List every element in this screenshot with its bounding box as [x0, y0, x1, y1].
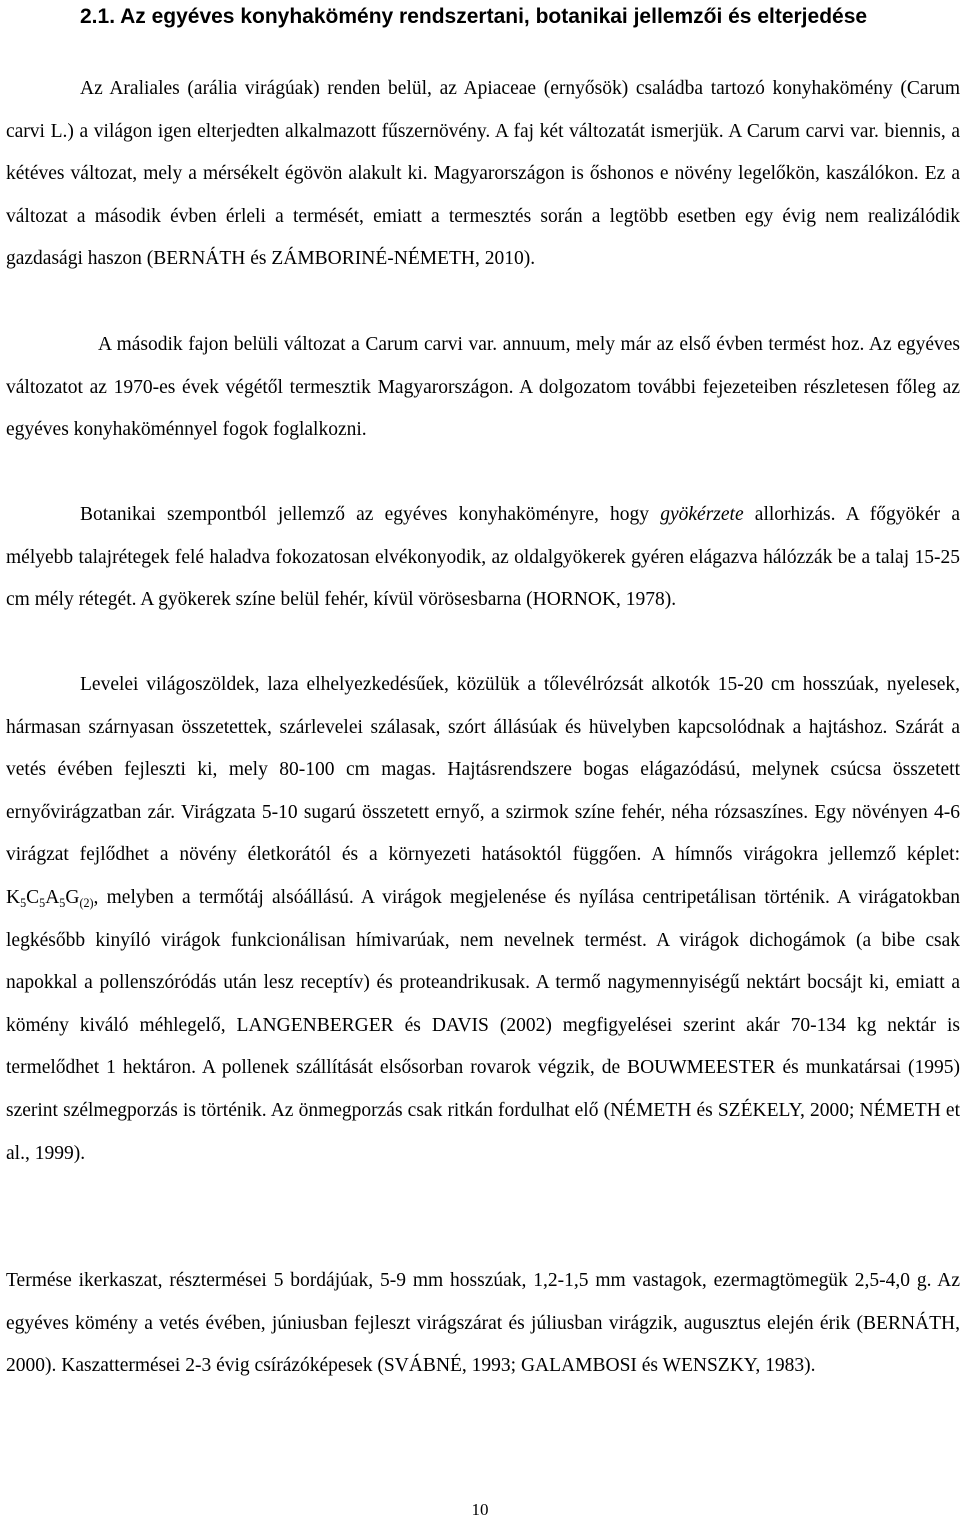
formula-a: A: [45, 886, 60, 908]
formula-a-sub: 5: [59, 896, 66, 911]
paragraph-annual-variety: A második fajon belüli változat a Carum carvi var. annuum, mely már az első évben termést hoz. Az egyéves változatot az 1970-es évek végétől termesztik Magyarországon. A dolgozatom további fejezeteiben részletesen főleg az egyéves konyhaköménnyel fogok foglalkozni.: [6, 334, 960, 441]
formula-c-sub: 5: [39, 896, 46, 911]
paragraph-fruit: Termése ikerkaszat, résztermései 5 bordájúak, 5-9 mm hosszúak, 1,2-1,5 mm vastagok, ezermagtömegük 2,5-4,0 g. Az egyéves kömény a vetés évében, júniusban fejleszt virágszárat és júliusban virágzik, augusztus elején érik (BERNÁTH, 2000). Kaszattermései 2-3 évig csírázóképesek (SVÁBNÉ, 1993; GALAMBOSI és WENSZKY, 1983).: [6, 1270, 960, 1377]
root-text-end: allorhizás. A főgyökér a mélyebb talajrétegek felé haladva fokozatosan elvékonyodik, az oldalgyökerek gyéren elágazva hálózzák be a talaj 15-25 cm mély rétegét. A gyökerek színe belül fehér, kívül vörösesbarna (HORNOK, 1978).: [6, 504, 960, 611]
page-number: 10: [471, 1500, 489, 1519]
paragraph-morphology: [6, 664, 960, 1175]
formula-c: C: [26, 886, 40, 908]
formula-g: G: [65, 886, 80, 908]
formula-g-sub: (2): [79, 896, 94, 911]
root-text-start: Botanikai szempontból jellemző az egyéves konyhaköményre, hogy: [80, 504, 661, 525]
paragraph-root-system: [6, 494, 960, 622]
section-heading: 2.1. Az egyéves konyhakömény rendszertani, botanikai jellemzői és elterjedése: [80, 5, 868, 28]
formula-k-sub: 5: [20, 896, 27, 911]
paragraph-taxonomy: Az Araliales (arália virágúak) renden belül, az Apiaceae (ernyősök) családba tartozó konyhakömény (Carum carvi L.) a világon igen elterjedten alkalmazott fűszernövény. A faj két változatát ismerjük. A Carum carvi var. biennis, a kétéves változat, mely a mérsékelt égövön alakult ki. Magyarországon is őshonos e növény legelőkön, kaszálókon. Ez a változat a második évben érleli a termését, emiatt a termesztés során a legtöbb esetben egy évig nem realizálódik gazdasági haszon (BERNÁTH és ZÁMBORINÉ-NÉMETH, 2010).: [6, 78, 960, 270]
morphology-text-start: Levelei világoszöldek, laza elhelyezkedésűek, közülük a tőlevélrózsát alkotók 15-20 cm hosszúak, nyelesek, hármasan szárnyasan összetettek, szárlevelei szálasak, szórt állásúak és hüvelyben kapcsolódnak a hajtáshoz. Szárát a vetés évében fejleszti ki, mely 80-100 cm magas. Hajtásrendszere bogas elágazódású, melynek csúcsa összetett ernyővirágzatban zár. Virágzata 5-10 sugarú összetett ernyő, a szirmok színe fehér, néha rózsaszínes. Egy növényen 4-6 virágzat fejlődhet a növény életkorától és a környezeti hatásoktól függően. A hímnős virágokra jellemző képlet:: [6, 674, 960, 866]
root-term: gyökérzete: [660, 504, 744, 525]
formula-k: K: [6, 886, 21, 908]
morphology-text-end: , melyben a termőtáj alsóállású. A virágok megjelenése és nyílása centripetálisan történik. A virágatokban legkésőbb kinyíló virágok funkcionálisan hímivarúak, nem nevelnek termést. A virágok dichogámok (a bibe csak napokkal a pollenszóródás után lesz receptív) és proteandrikusak. A termő nagymennyiségű nektárt bocsájt ki, emiatt a kömény kiváló méhlegelő, LANGENBERGER és DAVIS (2002) megfigyelései szerint akár 70-134 kg nektár is termelődhet 1 hektáron. A pollenek szállítását elsősorban rovarok végzik, de BOUWMEESTER és munkatársai (1995) szerint szélmegporzás is történik. Az önmegporzás csak ritkán fordulhat elő (NÉMETH és SZÉKELY, 2000; NÉMETH et al., 1999).: [6, 886, 960, 1164]
flower-formula: [6, 886, 94, 911]
